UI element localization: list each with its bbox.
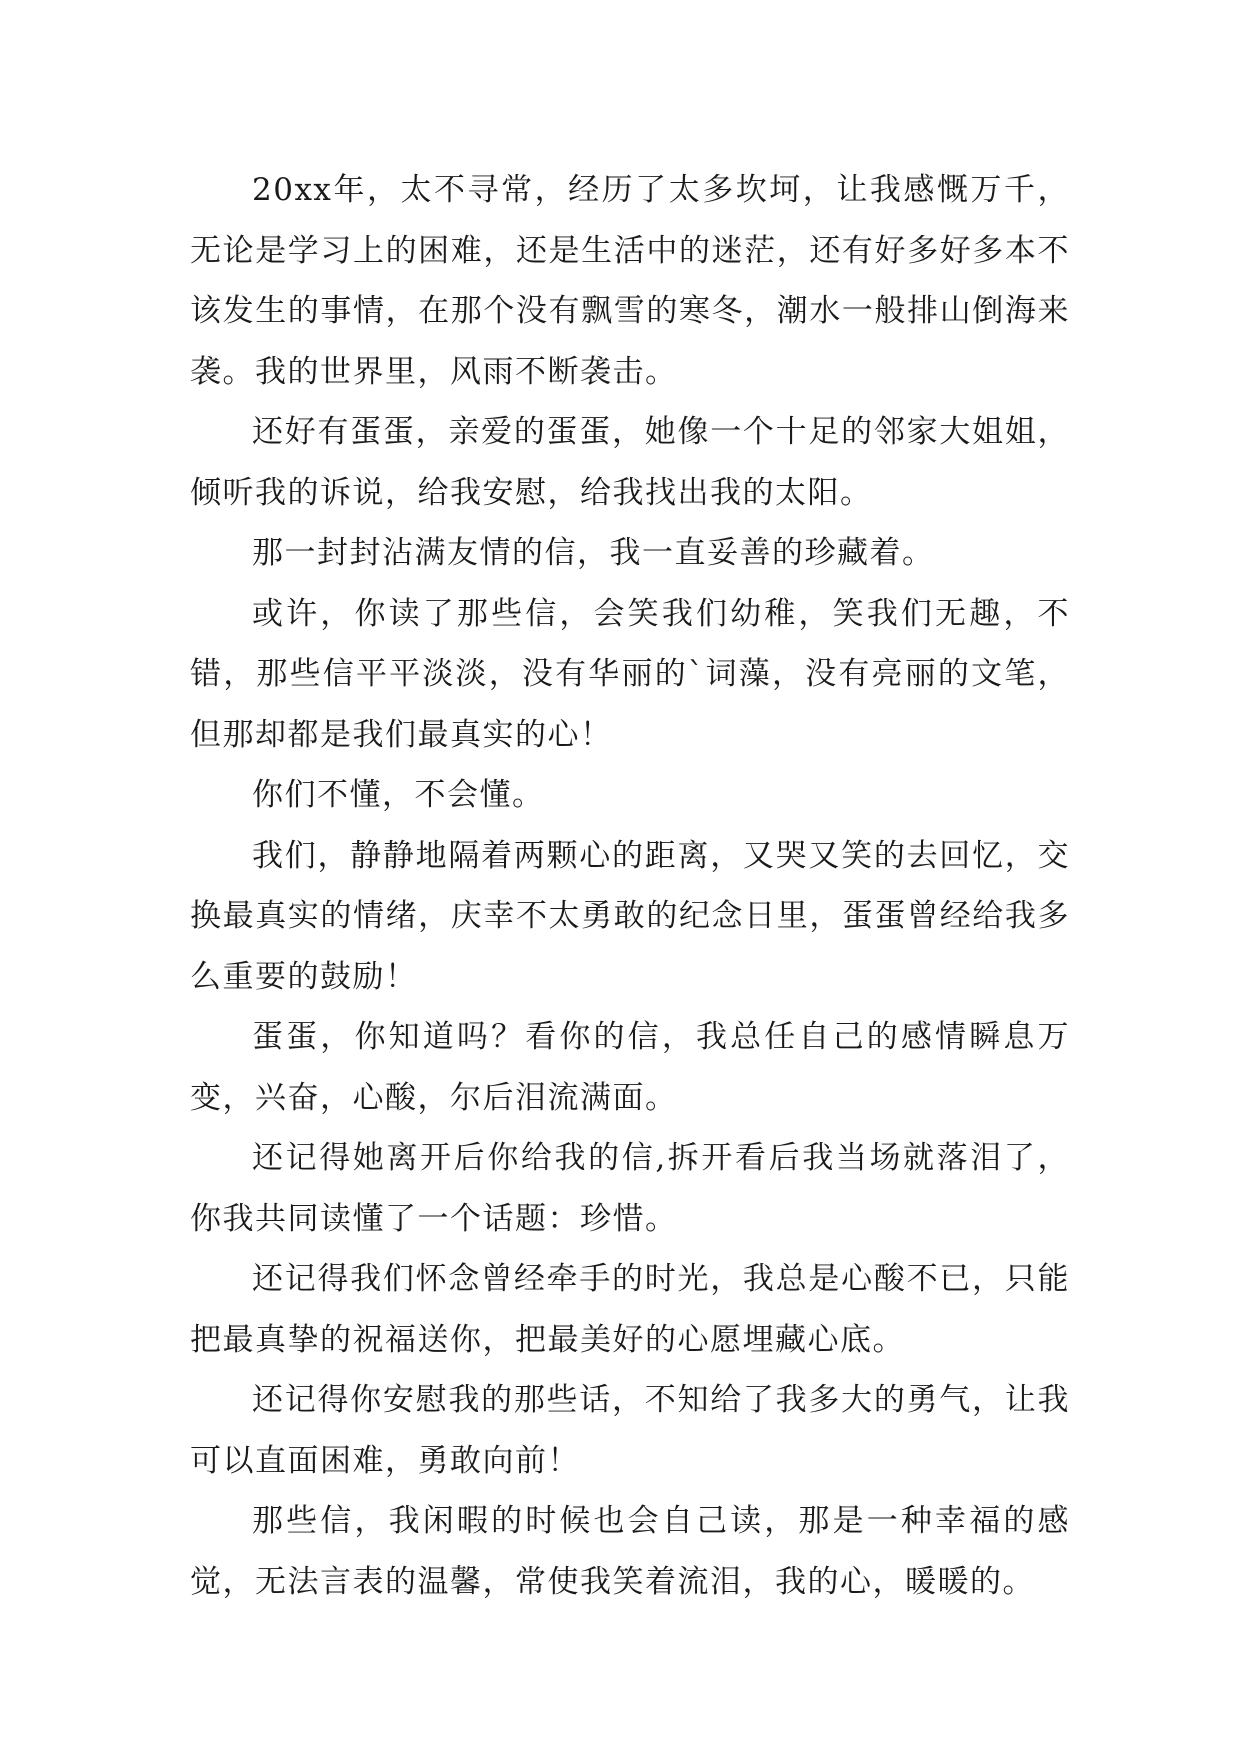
paragraph: 那些信，我闲暇的时候也会自己读，那是一种幸福的感觉，无法言表的温馨，常使我笑着流泪，我的心，暖暖的。 — [190, 1503, 1070, 1600]
paragraph: 还记得她离开后你给我的信,拆开看后我当场就落泪了，你我共同读懂了一个话题：珍惜。 — [190, 1140, 1070, 1237]
paragraph: 蛋蛋，你知道吗？看你的信，我总任自己的感情瞬息万变，兴奋，心酸，尔后泪流满面。 — [190, 1019, 1070, 1116]
paragraph: 还记得我们怀念曾经牵手的时光，我总是心酸不已，只能把最真挚的祝福送你，把最美好的心愿埋藏心底。 — [190, 1261, 1070, 1358]
paragraph: 20xx年，太不寻常，经历了太多坎坷，让我感慨万千，无论是学习上的困难，还是生活中的迷茫，还有好多好多本不该发生的事情，在那个没有飘雪的寒冬，潮水一般排山倒海来袭。我的世界里，风雨不断袭击。 — [190, 172, 1070, 390]
paragraph: 那一封封沾满友情的信，我一直妥善的珍藏着。 — [252, 535, 935, 571]
paragraph: 我们，静静地隔着两颗心的距离，又哭又笑的去回忆，交换最真实的情绪，庆幸不太勇敢的纪念日里，蛋蛋曾经给我多么重要的鼓励！ — [190, 837, 1070, 995]
paragraph: 还记得你安慰我的那些话，不知给了我多大的勇气，让我可以直面困难，勇敢向前！ — [190, 1382, 1070, 1479]
paragraph: 或许，你读了那些信，会笑我们幼稚，笑我们无趣，不错，那些信平平淡淡，没有华丽的`词藻，没有亮丽的文笔，但那却都是我们最真实的心！ — [190, 595, 1070, 753]
paragraph: 你们不懂，不会懂。 — [252, 777, 545, 813]
paragraph: 还好有蛋蛋，亲爱的蛋蛋，她像一个十足的邻家大姐姐，倾听我的诉说，给我安慰，给我找出我的太阳。 — [190, 414, 1070, 511]
document-body — [190, 160, 1070, 1612]
